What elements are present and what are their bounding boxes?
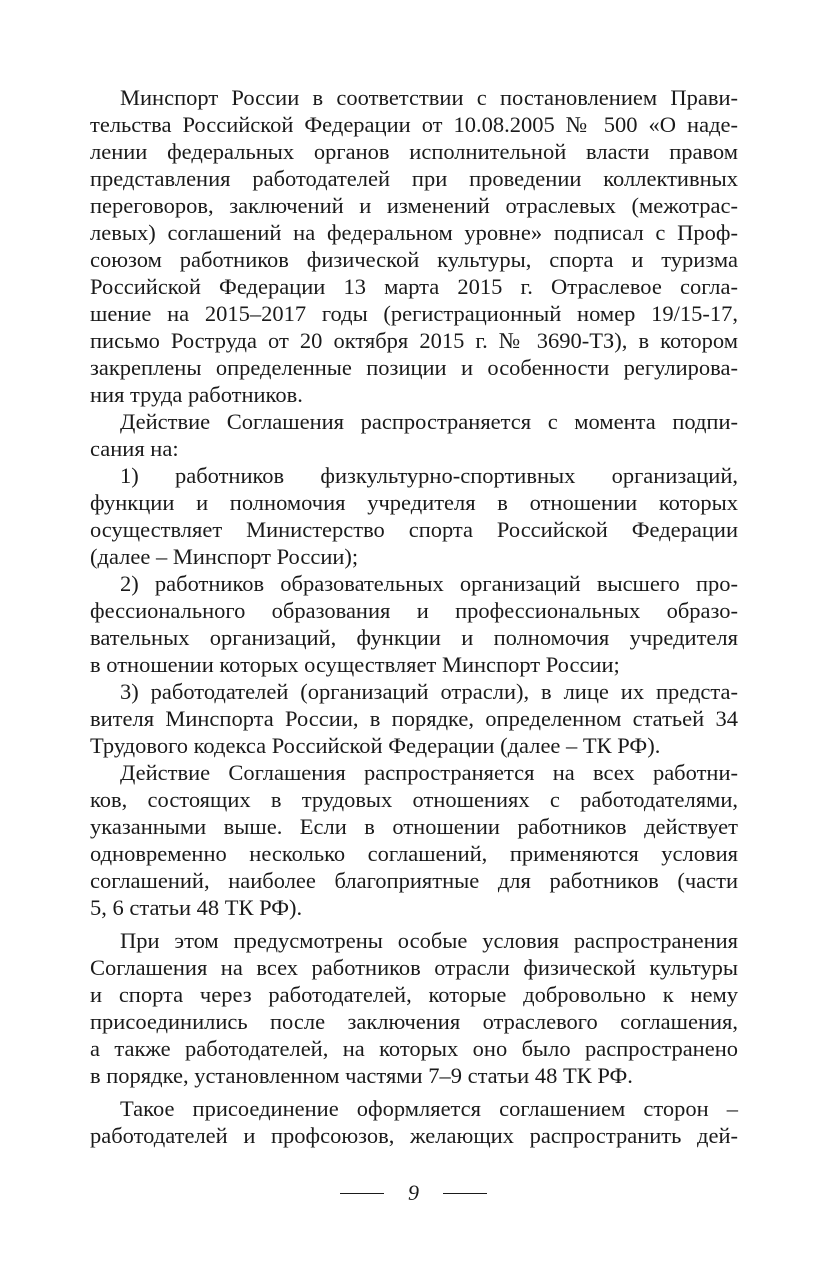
text-line: фессионального образования и профессиональных образо-: [90, 598, 738, 623]
text-line: функции и полномочия учредителя в отношении которых: [90, 490, 738, 515]
text-line: лении федеральных органов исполнительной власти правом: [90, 139, 738, 164]
text-line: Действие Соглашения распространяется на всех работни-: [120, 760, 738, 785]
paragraph: [90, 759, 738, 921]
text-line: вательных организаций, функции и полномочия учредителя: [90, 625, 738, 650]
text-line: левых) соглашений на федеральном уровне» подписал с Проф-: [90, 220, 738, 245]
paragraph: [90, 1095, 738, 1149]
text-line: письмо Роструда от 20 октября 2015 г. № 3690-ТЗ), в котором: [90, 328, 738, 353]
text-line: указанными выше. Если в отношении работников действует: [90, 814, 738, 839]
text-line: работодателей и профсоюзов, желающих распространить дей-: [90, 1123, 738, 1148]
page-number: 9: [408, 1180, 419, 1205]
text-line: закреплены определенные позиции и особенности регулирова-: [90, 355, 738, 380]
page-body: [90, 84, 738, 1149]
page-footer: [0, 1178, 827, 1208]
text-line: 1) работников физкультурно-спортивных организаций,: [120, 463, 738, 488]
list-item: [90, 570, 738, 678]
text-line: соглашений, наиболее благоприятные для работников (части: [90, 868, 738, 893]
text-line: Трудового кодекса Российской Федерации (далее – ТК РФ).: [90, 733, 661, 758]
text-line: а также работодателей, на которых оно было распространено: [90, 1036, 738, 1061]
footer-rule-right: [443, 1193, 487, 1194]
list-item: [90, 678, 738, 759]
text-line: в порядке, установленном частями 7–9 статьи 48 ТК РФ.: [90, 1063, 633, 1088]
text-line: в отношении которых осуществляет Минспорт России;: [90, 652, 620, 677]
text-line: (далее – Минспорт России);: [90, 544, 359, 569]
text-line: представления работодателей при проведении коллективных: [90, 166, 738, 191]
paragraph: [90, 927, 738, 1089]
text-line: При этом предусмотрены особые условия распространения: [120, 928, 738, 953]
text-line: Минспорт России в соответствии с постановлением Прави-: [120, 85, 738, 110]
text-line: 3) работодателей (организаций отрасли), в лице их предста-: [120, 679, 738, 704]
text-line: Российской Федерации 13 марта 2015 г. Отраслевое согла-: [90, 274, 738, 299]
text-line: сания на:: [90, 436, 179, 461]
text-line: переговоров, заключений и изменений отраслевых (межотрас-: [90, 193, 738, 218]
text-line: осуществляет Министерство спорта Российской Федерации: [90, 517, 738, 542]
text-line: и спорта через работодателей, которые добровольно к нему: [90, 982, 738, 1007]
text-line: ков, состоящих в трудовых отношениях с работодателями,: [90, 787, 738, 812]
text-line: 2) работников образовательных организаций высшего про-: [120, 571, 738, 596]
text-line: тельства Российской Федерации от 10.08.2005 № 500 «О наде-: [90, 112, 738, 137]
text-line: одновременно несколько соглашений, применяются условия: [90, 841, 738, 866]
text-line: союзом работников физической культуры, спорта и туризма: [90, 247, 738, 272]
text-line: Действие Соглашения распространяется с момента подпи-: [120, 409, 738, 434]
text-line: Такое присоединение оформляется соглашением сторон –: [120, 1096, 738, 1121]
text-line: вителя Минспорта России, в порядке, определенном статьей 34: [90, 706, 738, 731]
text-line: Соглашения на всех работников отрасли физической культуры: [90, 955, 738, 980]
text-line: шение на 2015–2017 годы (регистрационный номер 19/15-17,: [90, 301, 738, 326]
footer-rule-left: [340, 1193, 384, 1194]
text-line: ния труда работников.: [90, 382, 303, 407]
list-item: [90, 462, 738, 570]
paragraph: [90, 408, 738, 462]
paragraph: [90, 84, 738, 408]
text-line: присоединились после заключения отраслевого соглашения,: [90, 1009, 738, 1034]
text-line: 5, 6 статьи 48 ТК РФ).: [90, 895, 303, 920]
